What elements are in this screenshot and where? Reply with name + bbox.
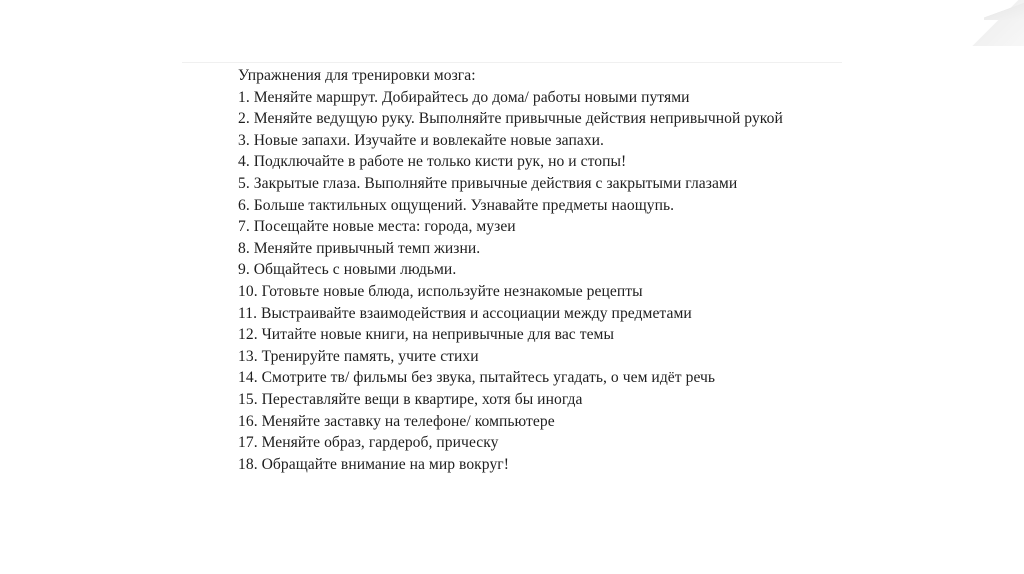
list-item: 9. Общайтесь с новыми людьми. [238,261,457,279]
list-item: 13. Тренируйте память, учите стихи [238,347,479,365]
list-item: 18. Обращайте внимание на мир вокруг! [238,455,509,473]
exercise-list [238,65,842,475]
list-item: 4. Подключайте в работе не только кисти рук, но и стопы! [238,153,627,171]
list-item: 5. Закрытые глаза. Выполняйте привычные действия с закрытыми глазами [238,174,738,192]
list-item: 3. Новые запахи. Изучайте и вовлекайте новые запахи. [238,131,605,149]
list-item: 14. Смотрите тв/ фильмы без звука, пытайтесь угадать, о чем идёт речь [238,369,716,387]
list-item: 2. Меняйте ведущую руку. Выполняйте привычные действия непривычной рукой [238,110,783,128]
document-image [182,63,842,503]
list-item: 17. Меняйте образ, гардероб, прическу [238,434,499,452]
list-item: 6. Больше тактильных ощущений. Узнавайте предметы наощупь. [238,196,675,214]
list-item: 16. Меняйте заставку на телефоне/ компьютере [238,412,555,430]
list-item: 12. Читайте новые книги, на непривычные для вас темы [238,326,614,344]
slide-corner-accent [984,0,1024,20]
list-item: 11. Выстраивайте взаимодействия и ассоциации между предметами [238,304,692,322]
list-item: 1. Меняйте маршрут. Добирайтесь до дома/ работы новыми путями [238,88,690,106]
list-item: 8. Меняйте привычный темп жизни. [238,239,481,257]
document-title: Упражнения для тренировки мозга: [238,67,476,84]
list-item: 15. Переставляйте вещи в квартире, хотя бы иногда [238,390,583,408]
list-item: 7. Посещайте новые места: города, музеи [238,218,516,236]
list-item: 10. Готовьте новые блюда, используйте незнакомые рецепты [238,282,643,300]
